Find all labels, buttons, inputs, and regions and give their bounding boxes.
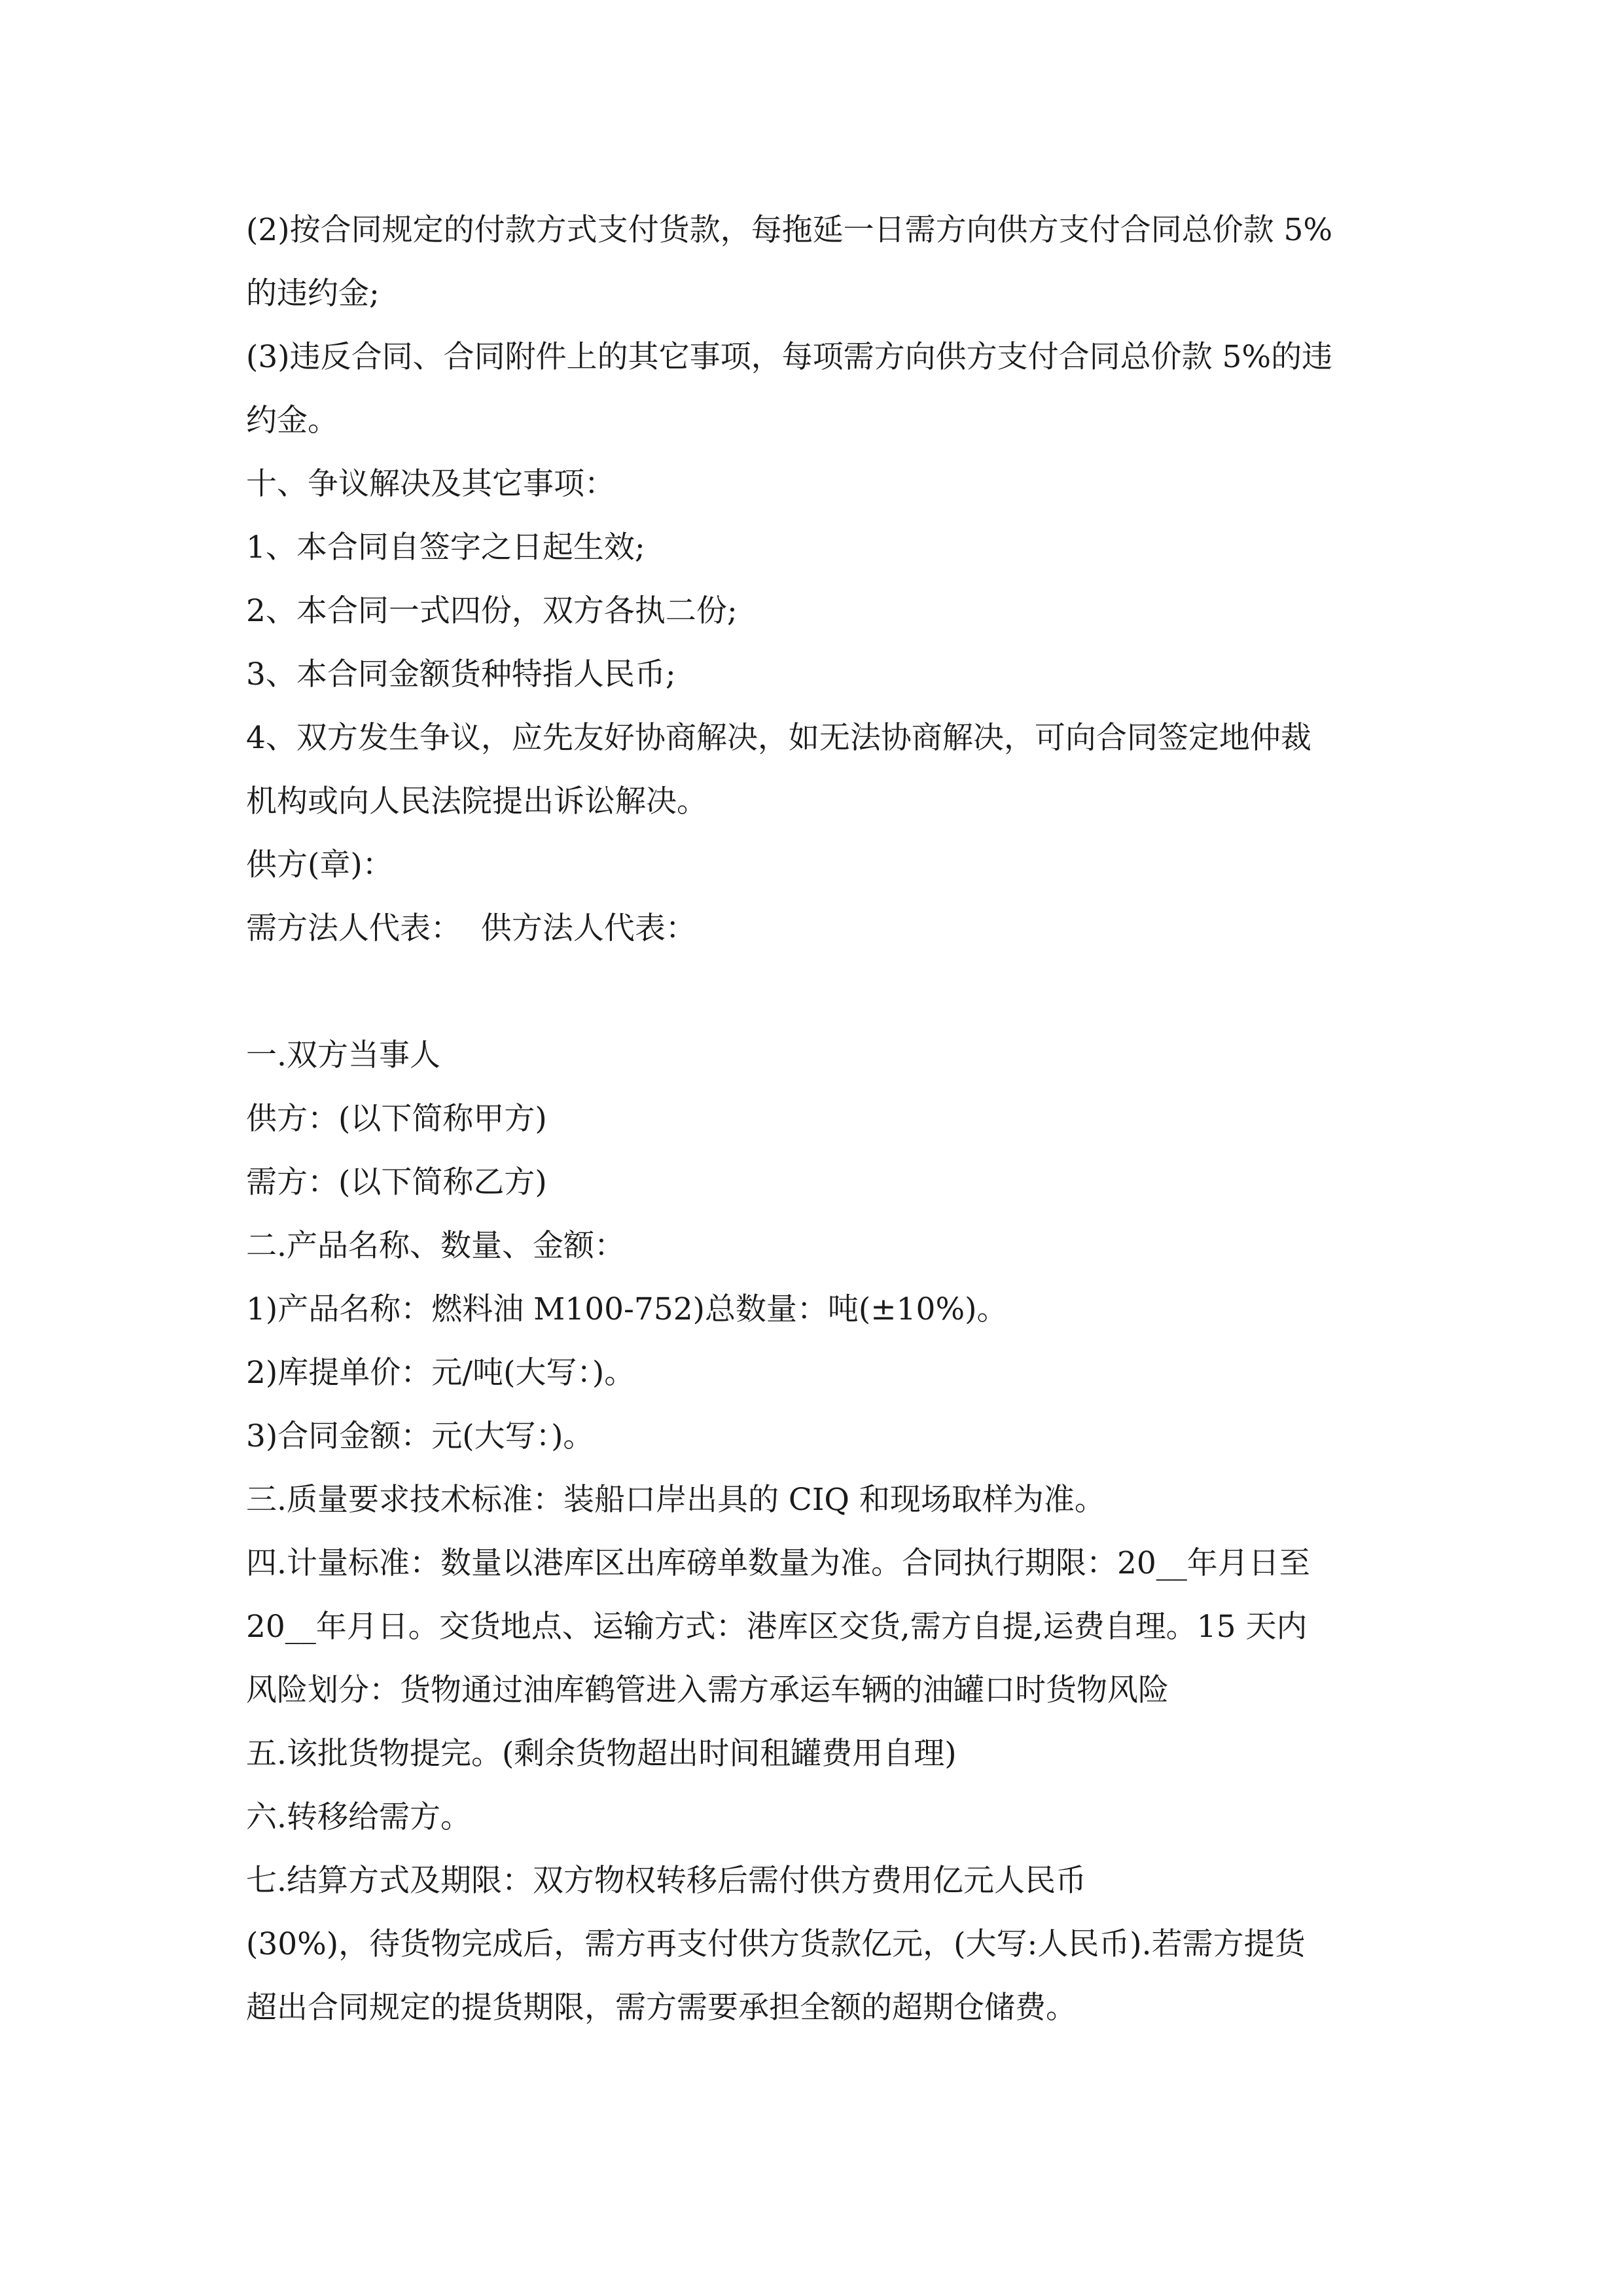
text-line: 超出合同规定的提货期限，需方需要承担全额的超期仓储费。	[246, 1990, 1077, 2026]
section-heading: 四.计量标准：数量以港库区出库磅单数量为准。合同执行期限：20__年月日至	[246, 1545, 1310, 1581]
section-heading: 十、争议解决及其它事项：	[246, 466, 615, 502]
section-heading: 三.质量要求技术标准：装船口岸出具的 CIQ 和现场取样为准。	[246, 1482, 1105, 1518]
text-line: (2)按合同规定的付款方式支付货款，每拖延一日需方向供方支付合同总价款 5%	[246, 212, 1333, 248]
section-spacer	[246, 960, 1398, 1024]
text-line: (3)违反合同、合同附件上的其它事项，每项需方向供方支付合同总价款 5%的违	[246, 339, 1333, 375]
list-item: 1、本合同自签字之日起生效;	[246, 529, 645, 565]
text-line: 20__年月日。交货地点、运输方式：港库区交货,需方自提,运费自理。15 天内	[246, 1609, 1308, 1645]
document-body	[246, 198, 1398, 2039]
section-heading: 一.双方当事人	[246, 1037, 440, 1073]
signature-representatives: 需方法人代表： 供方法人代表：	[246, 910, 696, 946]
text-line: 机构或向人民法院提出诉讼解决。	[246, 783, 707, 819]
text-line: 风险划分：货物通过油库鹤管进入需方承运车辆的油罐口时货物风险	[246, 1672, 1169, 1708]
section-heading: 五.该批货物提完。(剩余货物超出时间租罐费用自理)	[246, 1736, 957, 1772]
text-line: 需方：(以下简称乙方)	[246, 1164, 547, 1200]
section-heading: 七.结算方式及期限：双方物权转移后需付供方费用亿元人民币	[246, 1863, 1086, 1899]
section-heading: 二.产品名称、数量、金额：	[246, 1228, 625, 1264]
text-line: (30%)，待货物完成后，需方再支付供方货款亿元，(大写:人民币).若需方提货	[246, 1926, 1306, 1962]
list-item: 2、本合同一式四份，双方各执二份;	[246, 593, 738, 629]
list-item: 3)合同金额：元(大写：)。	[246, 1418, 594, 1454]
text-line: 约金。	[246, 403, 338, 439]
list-item: 2)库提单价：元/吨(大写：)。	[246, 1355, 635, 1391]
text-line: 供方：(以下简称甲方)	[246, 1101, 547, 1137]
signature-supplier-seal: 供方(章)：	[246, 847, 393, 883]
list-item: 4、双方发生争议，应先友好协商解决，如无法协商解决，可向合同签定地仲裁	[246, 720, 1311, 756]
section-heading: 六.转移给需方。	[246, 1799, 471, 1835]
text-line: 的违约金;	[246, 276, 380, 312]
list-item: 3、本合同金额货种特指人民币;	[246, 656, 676, 692]
list-item: 1)产品名称：燃料油 M100-752)总数量：吨(±10%)。	[246, 1291, 1008, 1327]
